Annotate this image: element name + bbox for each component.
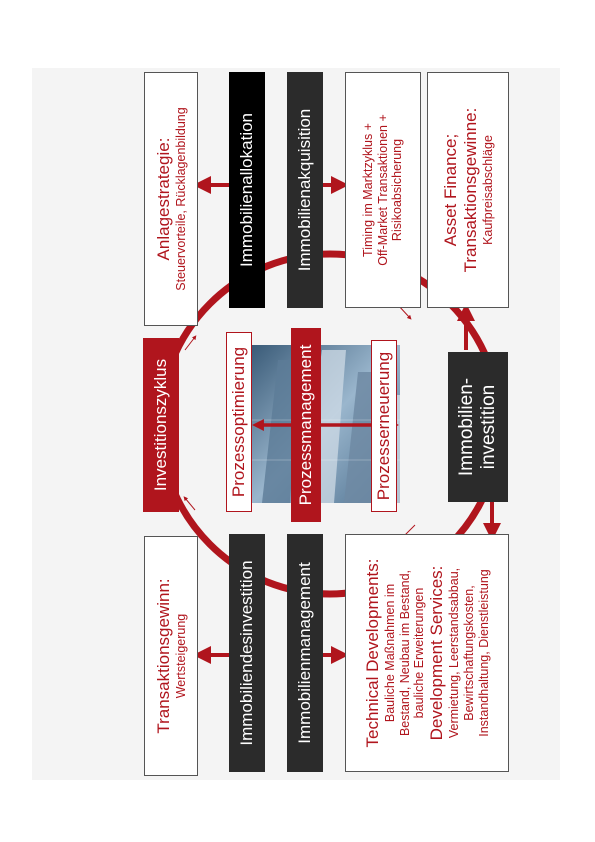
gain-text: Wertsteigerung <box>173 613 188 699</box>
cycle-label-box <box>143 338 179 512</box>
optimization-box <box>226 332 252 512</box>
timing-box <box>345 72 421 308</box>
dev-title: Development Services: <box>427 565 446 741</box>
acquisition-label: Immobilienakquisition <box>294 108 314 272</box>
timing-line-1: Timing im Marktzyklus + <box>360 123 375 257</box>
tech-line-2: Bestand, Neubau im Bestand, <box>397 569 412 737</box>
investment-label-1: Immobilien- <box>455 377 477 477</box>
investment-box <box>448 352 508 502</box>
finance-box <box>427 72 509 308</box>
tech-line-3: bauliche Erweiterungen <box>412 587 427 719</box>
tech-line-1: Bauliche Maßnahmen im <box>382 583 397 723</box>
strategy-title: Anlagestrategie: <box>153 137 173 261</box>
strategy-text: Steuervorteile, Rücklagenbildung <box>173 107 188 291</box>
management-process-label: Prozessmanagement <box>295 344 315 506</box>
allocation-box <box>229 72 265 308</box>
dev-line-3: Instandhaltung, Dienstleistung <box>476 569 491 737</box>
strategy-box <box>144 72 198 326</box>
dev-line-2: Bewirtschaftungskosten, <box>461 585 476 721</box>
finance-text: Kaufpreisabschläge <box>480 135 495 245</box>
divestment-box <box>229 534 265 772</box>
optimization-label: Prozessoptimierung <box>228 346 248 498</box>
gain-box <box>144 536 198 776</box>
tech-title: Technical Developments: <box>362 558 382 748</box>
dev-line-1: Vermietung, Leerstandsabbau, <box>447 567 462 739</box>
renewal-box <box>371 340 397 512</box>
timing-line-3: Risikoabsicherung <box>390 138 405 242</box>
cycle-label: Investitionszyklus <box>150 358 170 492</box>
cycle-arrow-left <box>185 498 195 510</box>
finance-title-2: Transaktionsgewinne: <box>460 107 480 273</box>
development-box <box>345 534 509 772</box>
finance-title-1: Asset Finance; <box>440 133 460 247</box>
timing-line-2: Off-Market Transaktionen + <box>375 114 390 266</box>
management-process-box <box>291 328 321 522</box>
divestment-label: Immobiliendesinvestition <box>236 560 256 746</box>
investment-label-2: investition <box>478 384 499 470</box>
management-box <box>287 534 323 772</box>
renewal-label: Prozesserneuerung <box>373 351 393 501</box>
acquisition-box <box>287 72 323 308</box>
allocation-label: Immobilienallokation <box>236 112 256 268</box>
management-label: Immobilienmanagement <box>294 562 314 744</box>
gain-title: Transaktionsgewinn: <box>153 578 173 734</box>
